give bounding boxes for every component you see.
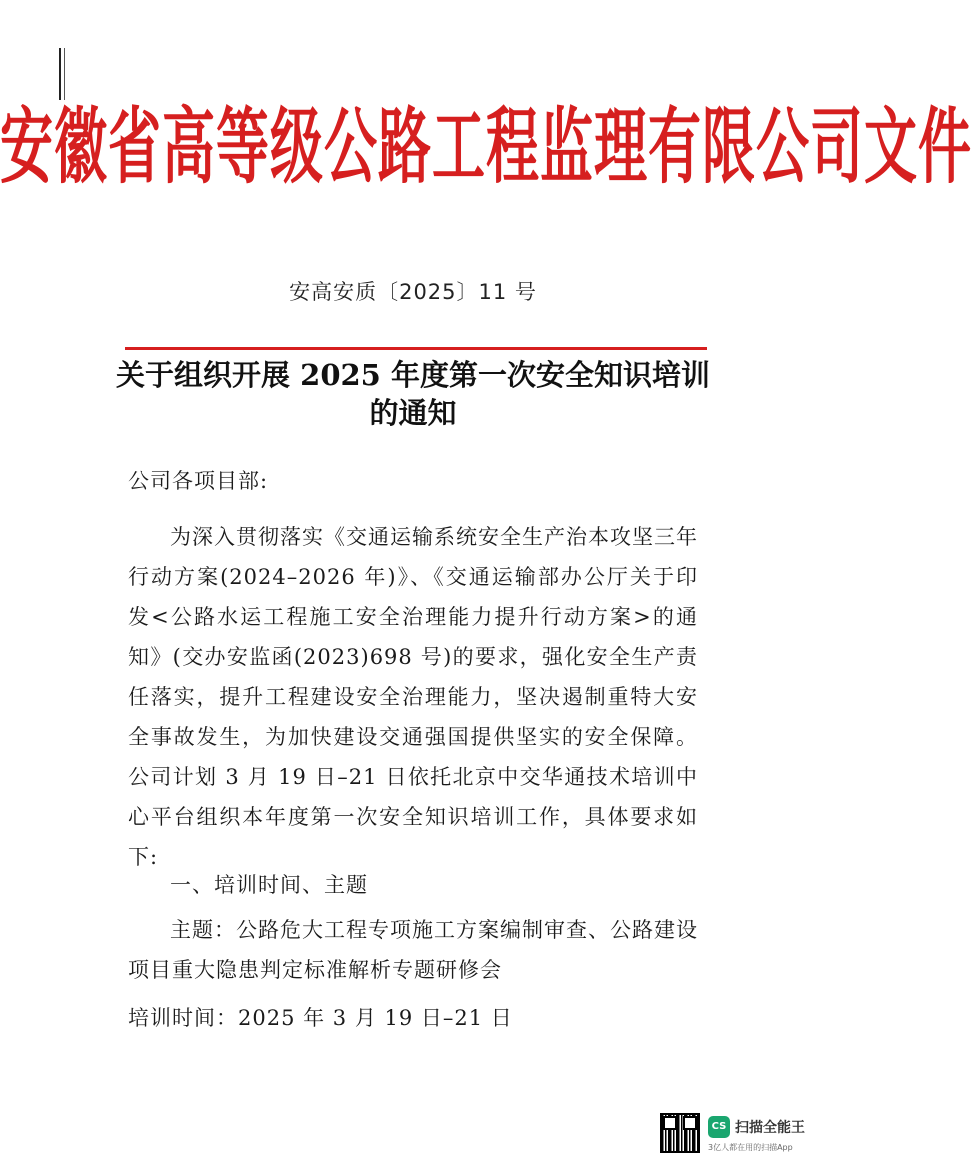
section-1-heading: 一、培训时间、主题 [170,873,368,897]
issuer-header-title: 安徽省高等级公路工程监理有限公司文件 [0,100,972,195]
training-time: 培训时间：2025 年 3 月 19 日–21 日 [128,1006,513,1030]
margin-binding-mark [59,48,65,100]
training-theme: 主题：公路危大工程专项施工方案编制审查、公路建设项目重大隐患判定标准解析专题研修会 [128,918,698,982]
main-paragraph: 为深入贯彻落实《交通运输系统安全生产治本攻坚三年行动方案(2024–2026 年)》、《交通运输部办公厅关于印发<公路水运工程施工安全治理能力提升行动方案>的通知》(交办安监函(2023)698 号)的要求，强化安全生产责任落实，提升工程建设安全治理能力，坚决遏制重特大安全事故发生，为加快建设交通强国提供坚实的安全保障。公司计划 3 月 19 日–21 日依托北京中交华通技术培训中心平台组织本年度第一次安全知识培训工作，具体要求如下: [128,525,698,869]
notice-title-line-1: 关于组织开展 2025 年度第一次安全知识培训 [116,358,710,392]
scanner-app-name: 扫描全能王 [735,1120,805,1136]
header-divider-red-line [125,347,707,350]
qr-code-icon [660,1113,700,1153]
camscanner-logo-icon: CS [708,1116,730,1138]
scanner-tagline: 3亿人都在用的扫描App [708,1143,793,1152]
notice-title [0,356,826,432]
salutation: 公司各项目部: [128,469,269,493]
document-number: 安高安质〔2025〕11 号 [289,280,537,304]
notice-title-line-2: 的通知 [369,396,457,430]
scanner-watermark-badge [660,1113,820,1157]
